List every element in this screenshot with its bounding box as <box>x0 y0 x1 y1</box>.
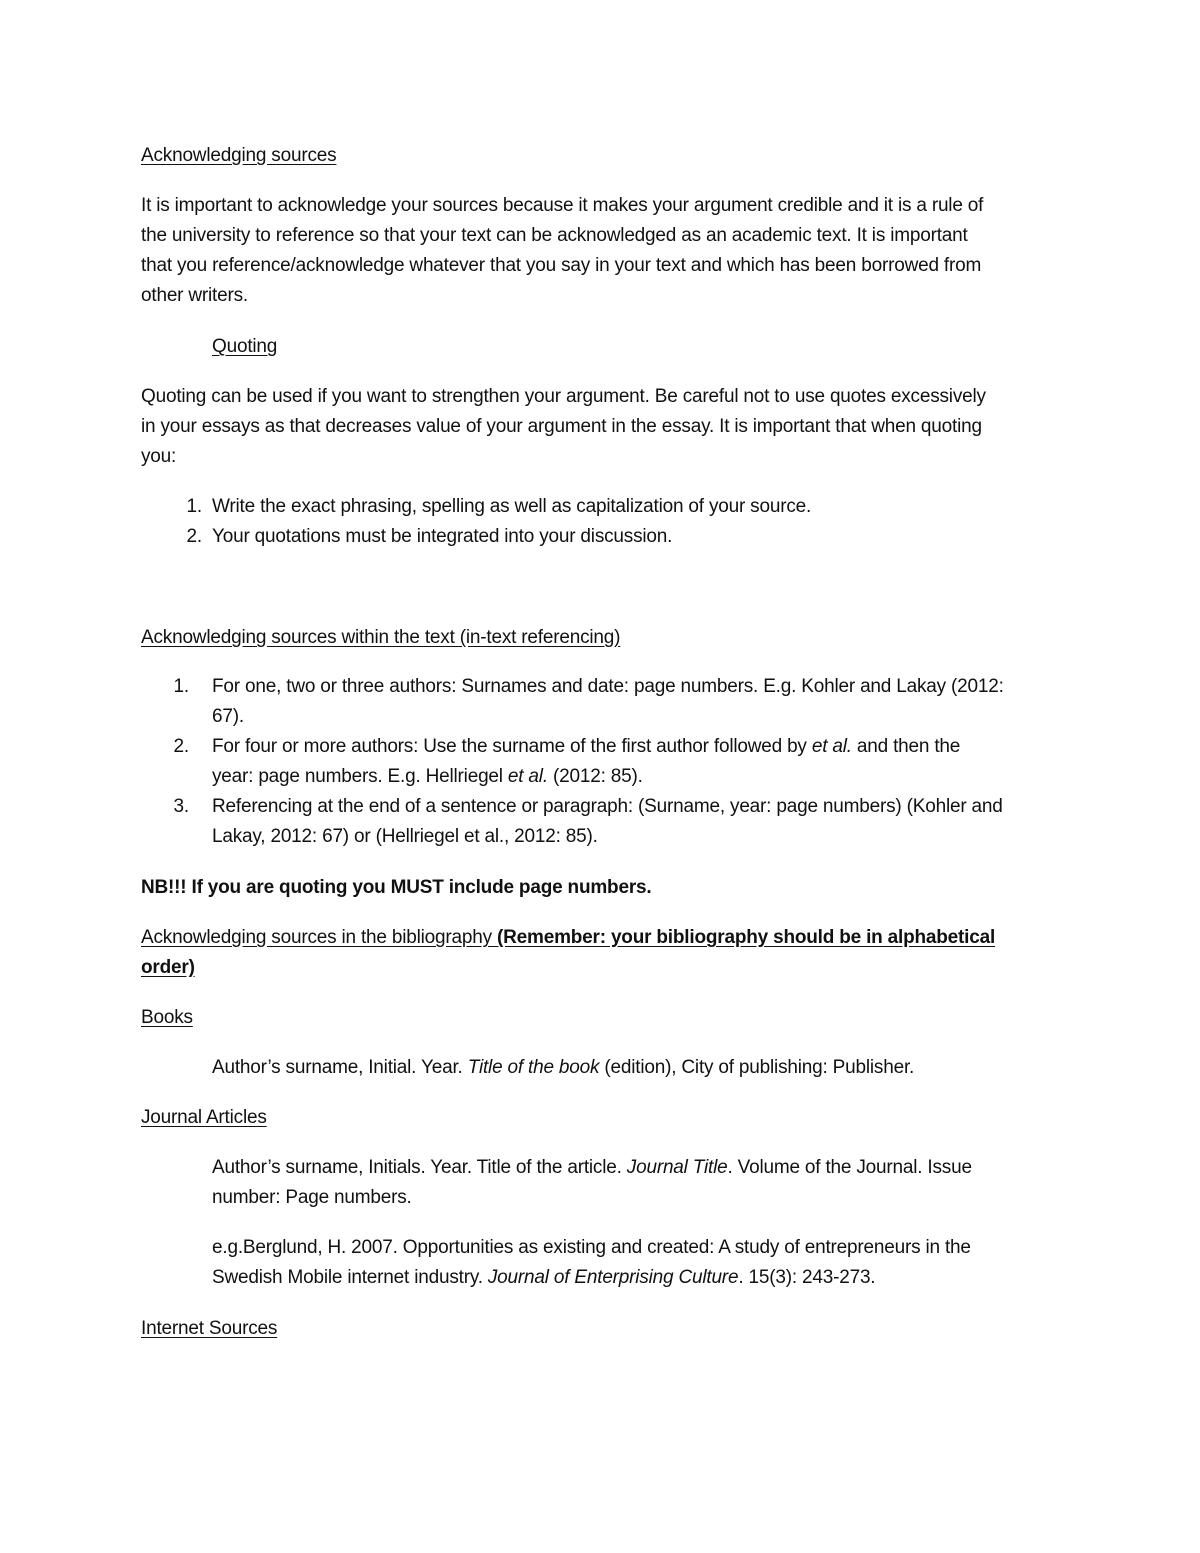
books-heading: Books <box>141 1007 193 1028</box>
list-line <box>212 732 960 762</box>
quoting-line: you: <box>141 446 177 467</box>
example-line: e.g.Berglund, H. 2007. Opportunities as existing and created: A study of entrepreneurs in the <box>212 1237 971 1258</box>
italic-text: Journal Title <box>626 1157 728 1178</box>
list-line: Referencing at the end of a sentence or paragraph: (Surname, year: page numbers) (Kohler and <box>212 796 1003 817</box>
intext-heading: Acknowledging sources within the text (in-text referencing) <box>141 627 621 648</box>
text-run: Swedish Mobile internet industry. <box>212 1267 488 1288</box>
list-text: Your quotations must be integrated into your discussion. <box>212 526 673 547</box>
text-run: (2012: 85). <box>547 766 643 787</box>
heading-line <box>141 923 1061 953</box>
journals-format <box>212 1153 1062 1213</box>
italic-text: Title of the book <box>467 1057 600 1078</box>
list-number: 1. <box>173 676 189 697</box>
bold-text: (Remember: your bibliography should be in alphabetical <box>497 927 996 948</box>
intro-line: the university to reference so that your text can be acknowledged as an academic text. It is important <box>141 225 968 246</box>
list-number: 2. <box>186 526 202 547</box>
text-run: Acknowledging sources in the bibliography <box>141 927 497 948</box>
text-run: . 15(3): 243-273. <box>738 1267 876 1288</box>
bibliography-heading <box>141 923 1061 983</box>
bold-text: order) <box>141 957 195 978</box>
intro-line: It is important to acknowledge your sources because it makes your argument credible and it is a rule of <box>141 195 984 216</box>
list-line <box>212 762 960 792</box>
list-line: For one, two or three authors: Surnames and date: page numbers. E.g. Kohler and Lakay (2012: <box>212 676 1004 697</box>
intro-paragraph <box>141 191 1061 311</box>
text-run: year: page numbers. E.g. Hellriegel <box>212 766 508 787</box>
list-text <box>212 732 960 792</box>
list-line: Lakay, 2012: 67) or (Hellriegel et al., 2012: 85). <box>212 826 598 847</box>
internet-heading: Internet Sources <box>141 1318 278 1339</box>
nb-note: NB!!! If you are quoting you MUST include page numbers. <box>141 877 652 898</box>
page-title: Acknowledging sources <box>141 145 337 166</box>
italic-text: et al. <box>507 766 548 787</box>
intro-line: other writers. <box>141 285 249 306</box>
books-format <box>212 1053 1062 1083</box>
journals-example <box>212 1233 1062 1293</box>
text-run: and then the <box>851 736 961 757</box>
list-text <box>212 672 1004 732</box>
list-text <box>212 792 1003 852</box>
list-text: Write the exact phrasing, spelling as well as capitalization of your source. <box>212 496 812 517</box>
list-number: 3. <box>173 796 189 817</box>
list-number: 1. <box>186 496 202 517</box>
text-run: Author’s surname, Initial. Year. <box>212 1057 468 1078</box>
text-run: (edition), City of publishing: Publisher. <box>599 1057 915 1078</box>
list-line: 67). <box>212 706 244 727</box>
text-run: Author’s surname, Initials. Year. Title of the article. <box>212 1157 627 1178</box>
intro-line: that you reference/acknowledge whatever that you say in your text and which has been borrowed from <box>141 255 982 276</box>
quoting-paragraph <box>141 382 1061 472</box>
example-line <box>212 1263 1062 1293</box>
quoting-heading: Quoting <box>212 336 278 357</box>
italic-text: et al. <box>811 736 852 757</box>
list-number: 2. <box>173 736 189 757</box>
text-run: For four or more authors: Use the surname of the first author followed by <box>212 736 812 757</box>
format-line <box>212 1153 1062 1183</box>
format-line: number: Page numbers. <box>212 1187 412 1208</box>
italic-text: Journal of Enterprising Culture <box>487 1267 739 1288</box>
quoting-line: in your essays as that decreases value of your argument in the essay. It is important that when quoting <box>141 416 982 437</box>
quoting-line: Quoting can be used if you want to strengthen your argument. Be careful not to use quotes excessively <box>141 386 986 407</box>
text-run: . Volume of the Journal. Issue <box>727 1157 972 1178</box>
heading-line <box>141 953 1061 983</box>
journals-heading: Journal Articles <box>141 1107 267 1128</box>
